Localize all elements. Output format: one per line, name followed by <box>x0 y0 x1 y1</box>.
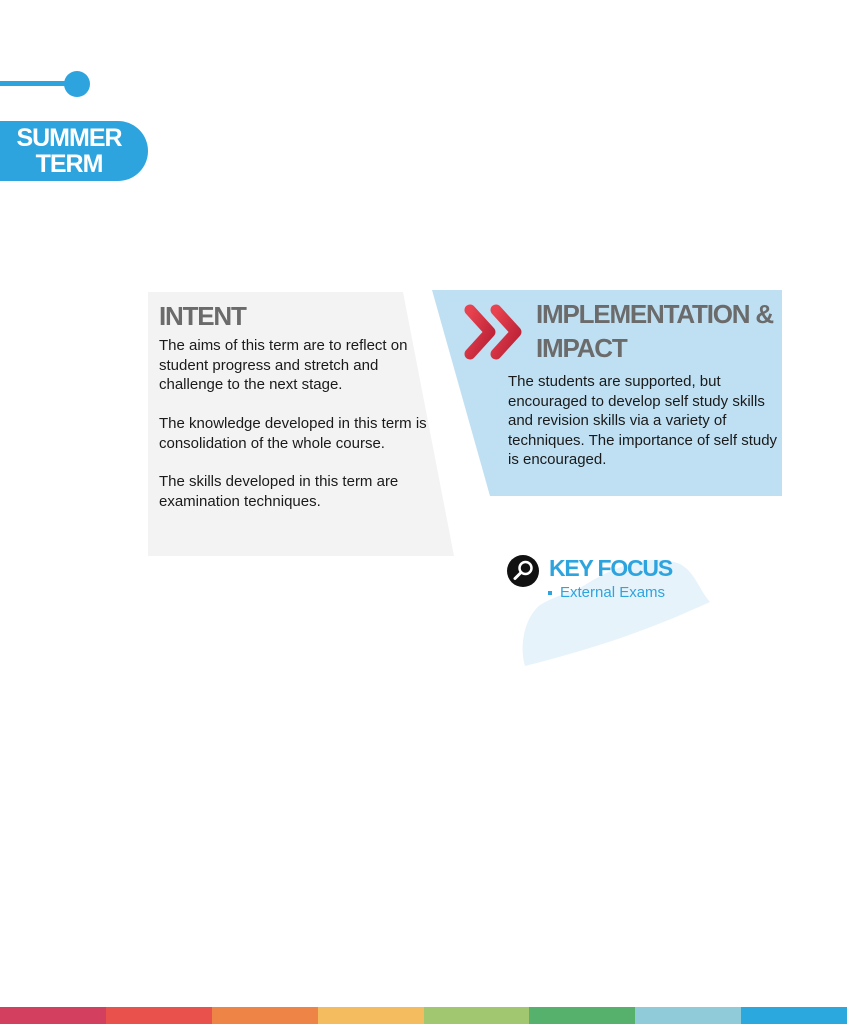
timeline-dot <box>64 71 90 97</box>
bullet-icon <box>548 591 552 595</box>
stripe-segment <box>0 1007 106 1024</box>
magnifier-icon <box>506 554 540 588</box>
stripe-segment <box>318 1007 424 1024</box>
stripe-segment <box>635 1007 741 1024</box>
stripe-segment <box>424 1007 530 1024</box>
implementation-text: The students are supported, but encouraged to develop self study skills and revision skills via a variety of techniques. The importance of self study is encouraged. <box>508 373 778 468</box>
stripe-segment <box>529 1007 635 1024</box>
stripe-segment <box>106 1007 212 1024</box>
key-focus-list <box>548 584 665 601</box>
key-focus-item-label: External Exams <box>560 584 666 601</box>
double-chevron-right-icon <box>462 302 528 362</box>
key-focus-item <box>548 584 665 601</box>
intent-title: INTENT <box>159 301 246 331</box>
key-focus-title: KEY FOCUS <box>549 555 672 581</box>
implementation-title: IMPLEMENTATION & IMPACT <box>536 299 773 363</box>
color-stripe-bar <box>0 1007 847 1024</box>
intent-paragraph-knowledge: The knowledge developed in this term is consolidation of the whole course. <box>159 415 427 452</box>
intent-paragraph-skills: The skills developed in this term are examination techniques. <box>159 473 399 510</box>
term-badge-line1: SUMMER <box>16 124 122 152</box>
stripe-segment <box>741 1007 847 1024</box>
intent-paragraph-aims: The aims of this term are to reflect on student progress and stretch and challenge to the next stage. <box>159 337 408 393</box>
timeline-line <box>0 81 72 86</box>
stripe-segment <box>212 1007 318 1024</box>
term-badge <box>0 121 148 181</box>
term-badge-line2: TERM <box>35 150 103 178</box>
